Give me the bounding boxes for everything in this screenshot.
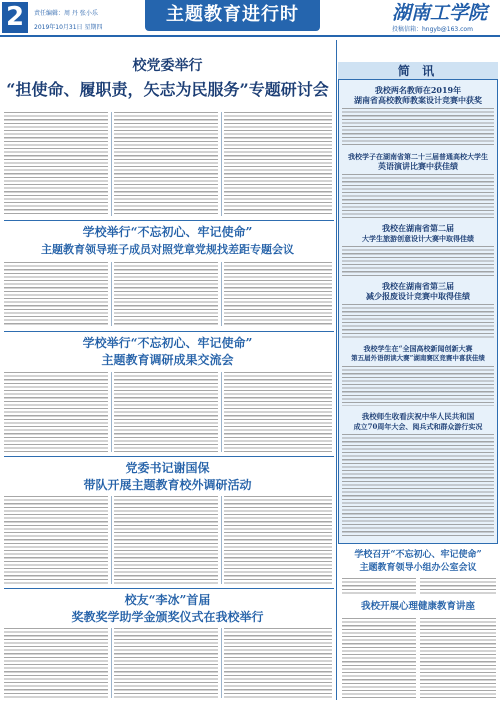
article4-title-line1: 党委书记谢国保: [125, 461, 210, 475]
article3-body-col-3: [224, 372, 332, 452]
brief-5-title-line1: 我校学生在“全国高校新闻创新大赛: [363, 344, 473, 353]
brief-4-title-line2: 减少报废设计竞赛中取得佳绩: [366, 291, 470, 301]
article4-col-divider: [221, 496, 222, 584]
article4-body-col-1: [4, 496, 108, 584]
lead-headline: “担使命、履职责，矢志为民服务”专题研讨会: [6, 80, 329, 99]
brief-5-body: [342, 366, 494, 406]
brief-5-title-line2: 第五届外语朗读大赛”湖南赛区竞赛中喜获佳绩: [351, 354, 485, 362]
article4-title-line2: 带队开展主题教育校外调研活动: [83, 478, 252, 492]
lead-body-col-3: [224, 112, 332, 216]
article2-col-divider: [111, 262, 112, 326]
page-number-badge: 2: [2, 2, 28, 33]
article6-title: 我校开展心理健康教育讲座: [360, 601, 475, 612]
article2-col-divider: [221, 262, 222, 326]
brief-1-body: [342, 108, 494, 146]
article3-col-divider: [111, 372, 112, 452]
article7-title-line2: 主题教育领导小组办公室会议: [359, 563, 477, 573]
section-divider: [4, 456, 334, 457]
article2-body-col-1: [4, 262, 108, 326]
masthead-logo: 湖南工学院: [392, 2, 488, 24]
lead-col-divider: [221, 112, 222, 216]
brief-2-title-line1: 我校学子在湖南省第二十三届普通高校大学生: [348, 152, 488, 161]
brief-3-body: [342, 246, 494, 276]
brief-4-body: [342, 304, 494, 338]
article5-title-line1: 校友“李冰”首届: [124, 593, 211, 607]
brief-2-body: [342, 174, 494, 218]
article7-body-col-1: [342, 578, 416, 596]
article4-col-divider: [111, 496, 112, 584]
article3-title-line2: 主题教育调研成果交流会: [101, 353, 234, 367]
editors-line: 责任编辑：周 丹 张小乐: [34, 10, 98, 17]
article6-body-col-1: [342, 618, 416, 698]
brief-6-title-line2: 成立70周年大会、阅兵式和群众游行实况: [353, 422, 483, 431]
brief-6-title-line1: 我校师生收看庆祝中华人民共和国: [361, 412, 475, 421]
lead-kicker: 校党委举行: [132, 58, 203, 74]
article5-body-col-2: [114, 628, 218, 698]
article3-title-line1: 学校举行“不忘初心、牢记使命”: [82, 336, 253, 350]
section-divider: [4, 220, 334, 221]
article5-body-col-3: [224, 628, 332, 698]
section-divider: [4, 588, 334, 589]
brief-3-title-line2: 大学生旅游创意设计大赛中取得佳绩: [362, 234, 474, 243]
lead-col-divider: [111, 112, 112, 216]
article2-title-line2: 主题教育领导班子成员对照党章党规找差距专题会议: [41, 243, 294, 256]
article3-body-col-1: [4, 372, 108, 452]
article7-title-line1: 学校召开“不忘初心、牢记使命”: [354, 550, 482, 560]
article4-body-col-3: [224, 496, 332, 584]
article4-body-col-2: [114, 496, 218, 584]
date-line: 2019年10月31日 星期四: [34, 24, 103, 31]
email-line: 投稿信箱：hngyb@163.com: [392, 26, 473, 33]
section-banner-text: 主题教育进行时: [166, 4, 299, 25]
header-rule: [0, 35, 500, 37]
article2-body-col-3: [224, 262, 332, 326]
article2-body-col-2: [114, 262, 218, 326]
brief-1-title-line2: 湖南省高校教师教案设计竞赛中获奖: [354, 95, 482, 105]
article5-title-line2: 奖教奖学助学金颁奖仪式在我校举行: [71, 610, 264, 624]
brief-3-title-line1: 我校在湖南省第二届: [382, 223, 454, 233]
brief-1-title-line1: 我校两名教师在2019年: [374, 85, 462, 95]
article2-title-line1: 学校举行“不忘初心、牢记使命”: [82, 225, 253, 239]
brief-4-title-line1: 我校在湖南省第三届: [382, 281, 454, 291]
section-divider: [4, 331, 334, 332]
article6-body-col-2: [420, 618, 496, 698]
lead-body-col-1: [4, 112, 108, 216]
article5-col-divider: [221, 628, 222, 698]
article5-body-col-1: [4, 628, 108, 698]
brief-2-title-line2: 英语演讲比赛中获佳绩: [378, 161, 458, 171]
article7-body-col-2: [420, 578, 496, 596]
brief-6-body: [342, 434, 494, 538]
lead-body-col-2: [114, 112, 218, 216]
briefs-heading: 简 讯: [397, 64, 439, 78]
article5-col-divider: [111, 628, 112, 698]
article3-body-col-2: [114, 372, 218, 452]
article3-col-divider: [221, 372, 222, 452]
right-column-divider: [336, 40, 337, 700]
